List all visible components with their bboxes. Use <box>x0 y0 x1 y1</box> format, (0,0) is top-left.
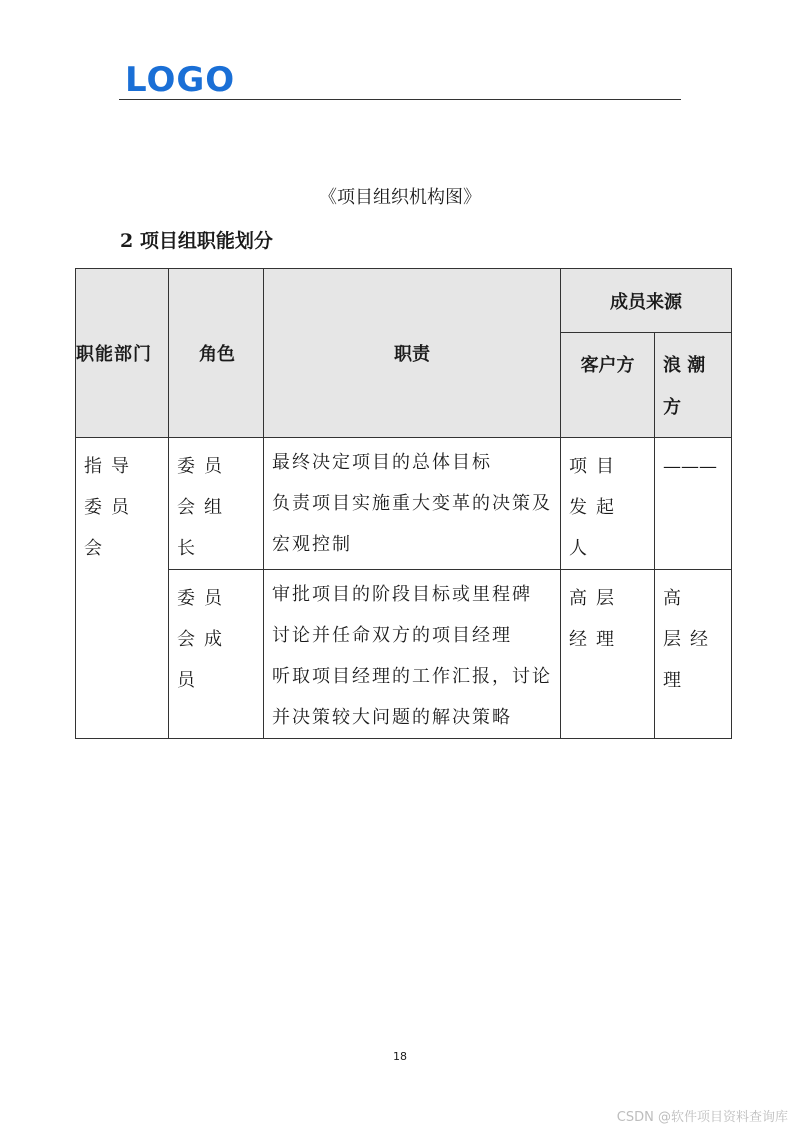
duty-line: 听取项目经理的工作汇报，讨论并决策较大问题的解决策略 <box>272 666 552 728</box>
logo: LOGO <box>125 60 236 100</box>
role-cell <box>169 438 264 570</box>
role-cell <box>169 570 264 739</box>
page-number: 18 <box>393 1050 407 1063</box>
client-source-cell <box>561 438 655 570</box>
header-member-source: 成员来源 <box>561 269 732 333</box>
vendor-source-cell <box>655 570 732 739</box>
watermark: CSDN @软件项目资料查询库 <box>616 1110 788 1125</box>
header-duty: 职责 <box>264 269 561 438</box>
client-source: 项目发起人 <box>569 456 623 559</box>
duty-line: 审批项目的阶段目标或里程碑 <box>272 584 532 605</box>
header-department: 职能部门 <box>76 269 169 438</box>
duty-line: 负责项目实施重大变革的决策及宏观控制 <box>272 493 552 555</box>
header-divider <box>119 99 681 100</box>
role-name: 委员会组长 <box>177 456 231 559</box>
vendor-source-cell <box>655 438 732 570</box>
client-source: 高层经理 <box>569 588 623 650</box>
duty-table <box>75 268 732 739</box>
duty-line: 最终决定项目的总体目标 <box>272 452 492 473</box>
header-role: 角色 <box>169 269 264 438</box>
client-source-cell <box>561 570 655 739</box>
duty-cell <box>264 570 561 739</box>
duty-line: 讨论并任命双方的项目经理 <box>272 625 512 646</box>
department-name: 指导委员会 <box>84 456 138 559</box>
department-cell <box>76 438 169 739</box>
vendor-source: ——— <box>663 456 717 477</box>
figure-caption: 《项目组织机构图》 <box>319 187 481 208</box>
role-name: 委员会成员 <box>177 588 231 691</box>
header-client: 客户方 <box>561 333 655 438</box>
section-title: 2 项目组职能划分 <box>120 230 273 252</box>
duty-cell <box>264 438 561 570</box>
header-vendor <box>655 333 732 438</box>
vendor-source: 高 层经理 <box>663 588 717 691</box>
header-vendor-label: 浪 潮方 <box>663 355 706 418</box>
